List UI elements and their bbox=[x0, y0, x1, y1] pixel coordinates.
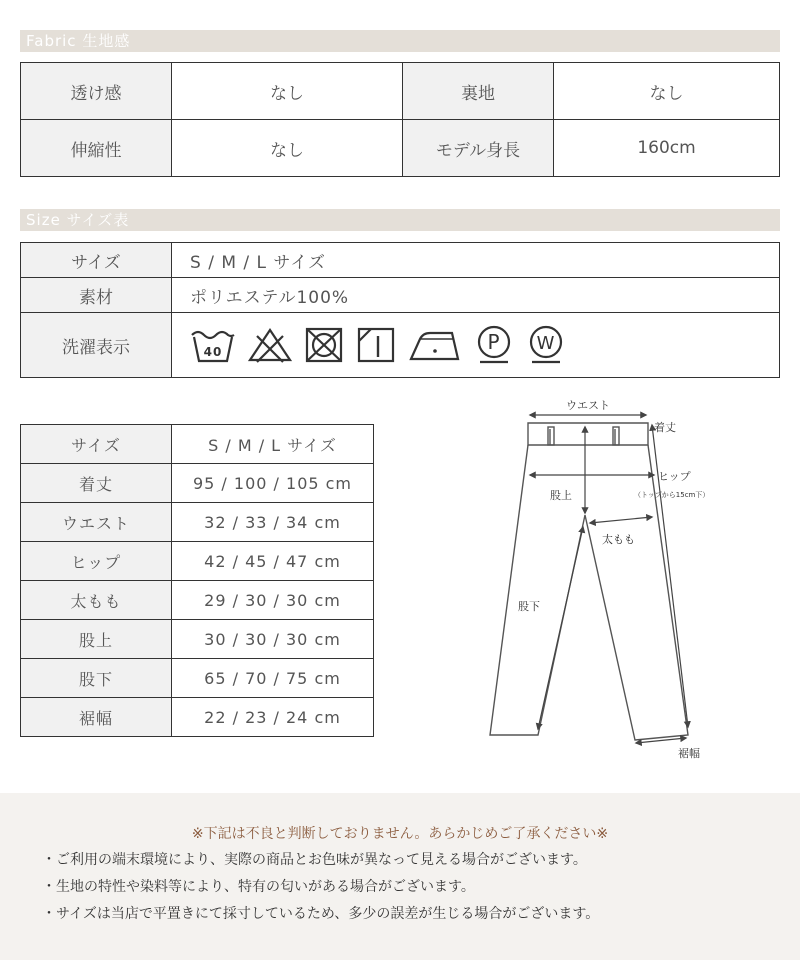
measure-value: S / M / L サイズ bbox=[172, 425, 374, 464]
p-letter: P bbox=[487, 330, 501, 354]
material-label: 素材 bbox=[21, 278, 172, 313]
inseam-arrow bbox=[538, 527, 583, 729]
list-item: ・生地の特性や染料等により、特有の匂いがある場合がございます。 bbox=[42, 879, 475, 895]
measure-value: 30 / 30 / 30 cm bbox=[172, 620, 374, 659]
pants-diagram bbox=[470, 395, 770, 775]
measure-label: ウエスト bbox=[21, 503, 172, 542]
wash-temp-text: 40 bbox=[203, 345, 223, 359]
size-info-table bbox=[20, 242, 780, 378]
notes-list bbox=[42, 847, 599, 928]
table-row bbox=[21, 278, 780, 313]
measure-value: 32 / 33 / 34 cm bbox=[172, 503, 374, 542]
care-icons bbox=[172, 313, 780, 378]
notes-box bbox=[0, 793, 800, 960]
measure-value: 95 / 100 / 105 cm bbox=[172, 464, 374, 503]
drip-dry-shade-icon bbox=[356, 326, 396, 364]
length-label: 着丈 bbox=[654, 421, 676, 434]
table-row bbox=[21, 313, 780, 378]
table-row bbox=[21, 581, 374, 620]
material-value: ポリエステル100% bbox=[172, 278, 780, 313]
transparency-value: なし bbox=[172, 63, 403, 120]
measure-value: 29 / 30 / 30 cm bbox=[172, 581, 374, 620]
hip-label: ヒップ bbox=[658, 470, 691, 483]
fabric-section-title: Fabric 生地感 bbox=[20, 30, 780, 52]
table-row bbox=[21, 659, 374, 698]
measure-label: 着丈 bbox=[21, 464, 172, 503]
table-row bbox=[21, 63, 780, 120]
no-bleach-icon bbox=[248, 327, 292, 363]
table-row bbox=[21, 425, 374, 464]
wash-40-icon bbox=[190, 327, 236, 363]
table-row bbox=[21, 698, 374, 737]
table-row bbox=[21, 120, 780, 177]
table-row bbox=[21, 620, 374, 659]
measure-label: サイズ bbox=[21, 425, 172, 464]
no-tumble-dry-icon bbox=[304, 326, 344, 364]
lining-label: 裏地 bbox=[403, 63, 554, 120]
list-item: ・ご利用の端末環境により、実際の商品とお色味が異なって見える場合がございます。 bbox=[42, 852, 587, 868]
size-section-title: Size サイズ表 bbox=[20, 209, 780, 231]
thigh-arrow bbox=[590, 517, 652, 523]
stretch-value: なし bbox=[172, 120, 403, 177]
table-row bbox=[21, 243, 780, 278]
w-letter: W bbox=[536, 333, 556, 354]
rise-label: 股上 bbox=[550, 489, 572, 502]
measure-label: 股下 bbox=[21, 659, 172, 698]
inseam-label: 股下 bbox=[518, 600, 540, 613]
table-row bbox=[21, 503, 374, 542]
stretch-label: 伸縮性 bbox=[21, 120, 172, 177]
hem-label: 裾幅 bbox=[678, 747, 700, 760]
dry-clean-p-icon bbox=[474, 325, 514, 365]
fabric-table bbox=[20, 62, 780, 177]
hip-note: （トップから15cm下） bbox=[634, 491, 710, 499]
model-height-label: モデル身長 bbox=[403, 120, 554, 177]
measure-label: 裾幅 bbox=[21, 698, 172, 737]
list-item: ・サイズは当店で平置きにて採寸しているため、多少の誤差が生じる場合がございます。 bbox=[42, 906, 600, 922]
measure-value: 65 / 70 / 75 cm bbox=[172, 659, 374, 698]
table-row bbox=[21, 542, 374, 581]
measurement-table bbox=[20, 424, 374, 737]
measure-label: 太もも bbox=[21, 581, 172, 620]
notes-warning: ※下記は不良と判断しておりません。あらかじめご了承ください※ bbox=[191, 826, 609, 842]
table-row bbox=[21, 464, 374, 503]
lining-value: なし bbox=[554, 63, 780, 120]
measure-label: ヒップ bbox=[21, 542, 172, 581]
measure-label: 股上 bbox=[21, 620, 172, 659]
size-label: サイズ bbox=[21, 243, 172, 278]
measure-value: 22 / 23 / 24 cm bbox=[172, 698, 374, 737]
wet-clean-w-icon bbox=[526, 325, 566, 365]
transparency-label: 透け感 bbox=[21, 63, 172, 120]
model-height-value: 160cm bbox=[554, 120, 780, 177]
size-value: S / M / L サイズ bbox=[172, 243, 780, 278]
care-label: 洗濯表示 bbox=[21, 313, 172, 378]
waist-label: ウエスト bbox=[566, 399, 610, 412]
thigh-label: 太もも bbox=[602, 533, 635, 546]
iron-low-icon bbox=[408, 327, 462, 363]
measure-value: 42 / 45 / 47 cm bbox=[172, 542, 374, 581]
